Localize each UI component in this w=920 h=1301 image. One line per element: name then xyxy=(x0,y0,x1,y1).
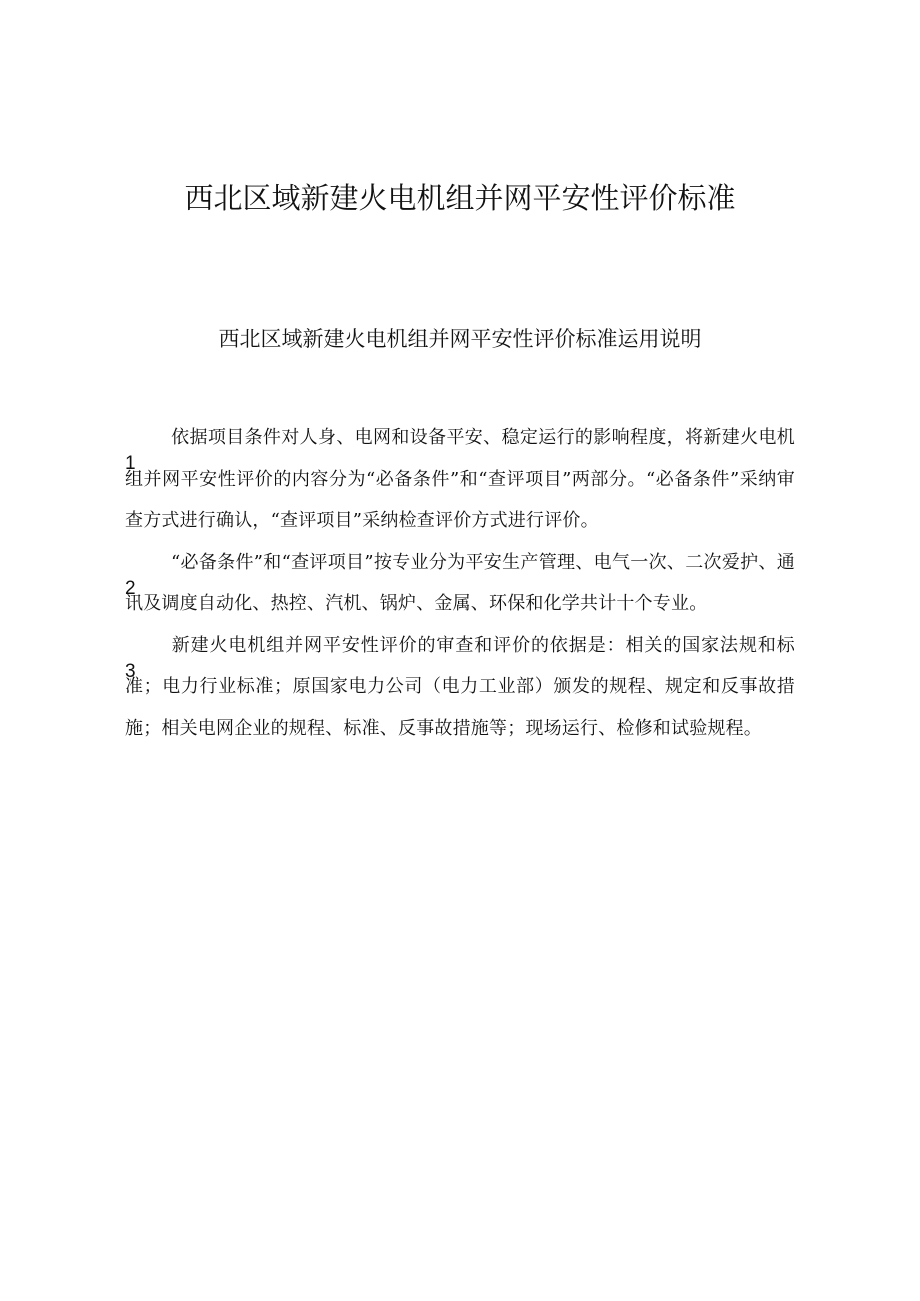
instruction-list xyxy=(125,417,795,749)
instruction-number: 2 xyxy=(125,577,136,599)
document-title: 西北区域新建火电机组并网平安性评价标准 xyxy=(184,181,736,215)
instruction-number: 3 xyxy=(125,660,136,682)
document-subtitle: 西北区域新建火电机组并网平安性评价标准运用说明 xyxy=(218,327,702,351)
instruction-item-3 xyxy=(125,625,795,750)
instruction-item-2 xyxy=(125,542,795,625)
instruction-text: 新建火电机组并网平安性评价的审查和评价的依据是：相关的国家法规和标准；电力行业标准；原国家电力公司（电力工业部）颁发的规程、规定和反事故措施；相关电网企业的规程、标准、反事故措施等；现场运行、检修和试验规程。 xyxy=(125,634,795,739)
instruction-number: 1 xyxy=(125,453,136,474)
instruction-text: 依据项目条件对人身、电网和设备平安、稳定运行的影响程度，将新建火电机组并网平安性评价的内容分为“必备条件”和“查评项目”两部分。“必备条件”采纳审查方式进行确认，“查评项目”采纳检查评价方式进行评价。 xyxy=(125,427,795,531)
instruction-text: “必备条件”和“查评项目”按专业分为平安生产管理、电气一次、二次爱护、通讯及调度自动化、热控、汽机、锅炉、金属、环保和化学共计十个专业。 xyxy=(125,551,795,614)
instruction-item-1 xyxy=(125,417,795,542)
